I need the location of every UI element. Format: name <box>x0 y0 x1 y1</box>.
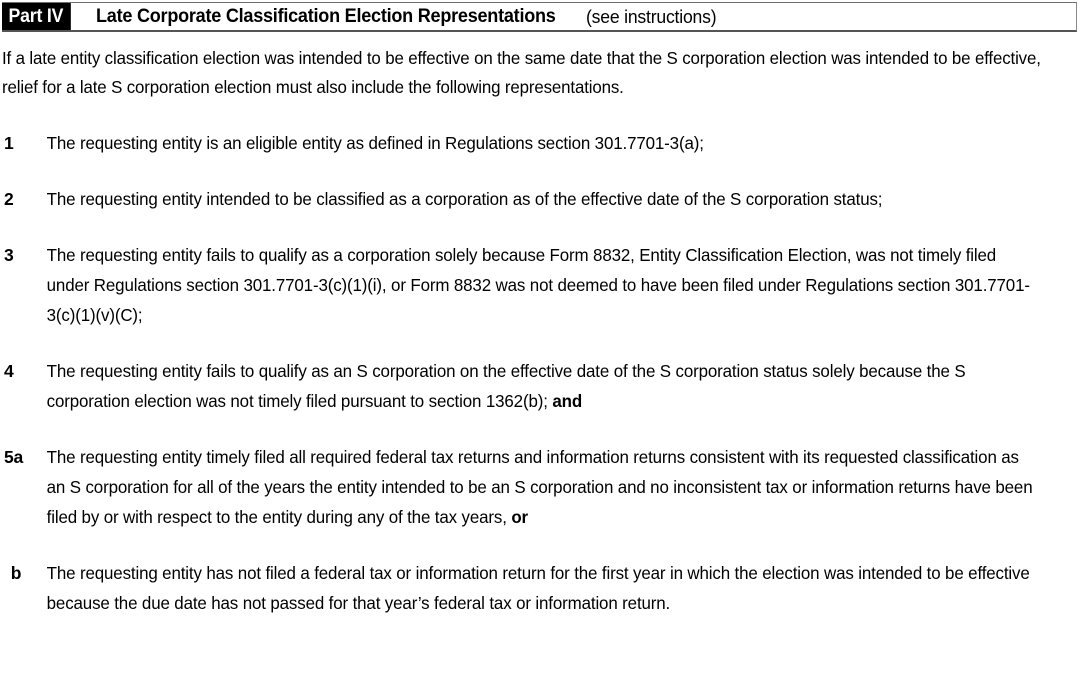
item-label-5a: 5a <box>4 447 24 467</box>
item-text-3: The requesting entity fails to qualify as a corporation solely because Form 8832, Entity Classification Election, was not timely filed under Regulations section 301.7701-3(c)(1)(i), or Form 8832 was not deemed to have been filed under Regulations section 301.7701-3(c)(1)(v)(C); <box>46 245 1030 325</box>
item-label-4: 4 <box>4 361 14 381</box>
item-label-3: 3 <box>4 245 14 265</box>
part-title: Late Corporate Classification Election Representations <box>95 5 556 27</box>
list-item <box>2 558 1074 618</box>
item-text-5a-emphasis: or <box>511 507 529 527</box>
form-body <box>0 44 1080 618</box>
part-number-badge: Part IV <box>2 3 71 30</box>
list-item <box>2 128 1074 158</box>
part-header <box>2 2 1077 32</box>
item-label-2: 2 <box>4 189 14 209</box>
intro-paragraph: If a late entity classification election was intended to be effective on the same date that the S corporation election was intended to be effective, relief for a late S corporation election must also include the following representations. <box>2 48 1041 97</box>
item-text-4-lead: The requesting entity fails to qualify as an S corporation on the effective date of the S corporation status solely because the S corporation election was not timely filed pursuant to section 1362(b); <box>46 361 966 411</box>
item-text-1: The requesting entity is an eligible entity as defined in Regulations section 301.7701-3(a); <box>46 133 704 153</box>
part-title-instructions-note: (see instructions) <box>585 5 716 27</box>
item-label-b: b <box>10 563 22 583</box>
list-item <box>2 240 1074 330</box>
item-text-4-emphasis: and <box>552 391 583 411</box>
list-item <box>2 356 1074 416</box>
part-title-container <box>76 3 1076 30</box>
item-text-2: The requesting entity intended to be classified as a corporation as of the effective date of the S corporation status; <box>46 189 883 209</box>
item-text-b: The requesting entity has not filed a federal tax or information return for the first year in which the election was intended to be effective because the due date has not passed for that year’s federal tax or information return. <box>46 563 1030 613</box>
item-label-1: 1 <box>4 133 14 153</box>
item-text-5a <box>36 442 1041 532</box>
item-text-4 <box>36 356 1041 416</box>
list-item <box>2 184 1074 214</box>
list-item <box>2 442 1074 532</box>
item-text-5a-lead: The requesting entity timely filed all required federal tax returns and information returns consistent with its requested classification as an S corporation for all of the years the entity intended to be an S corporation and no inconsistent tax or information returns have been filed by or with respect to the entity during any of the tax years, <box>46 447 1033 527</box>
